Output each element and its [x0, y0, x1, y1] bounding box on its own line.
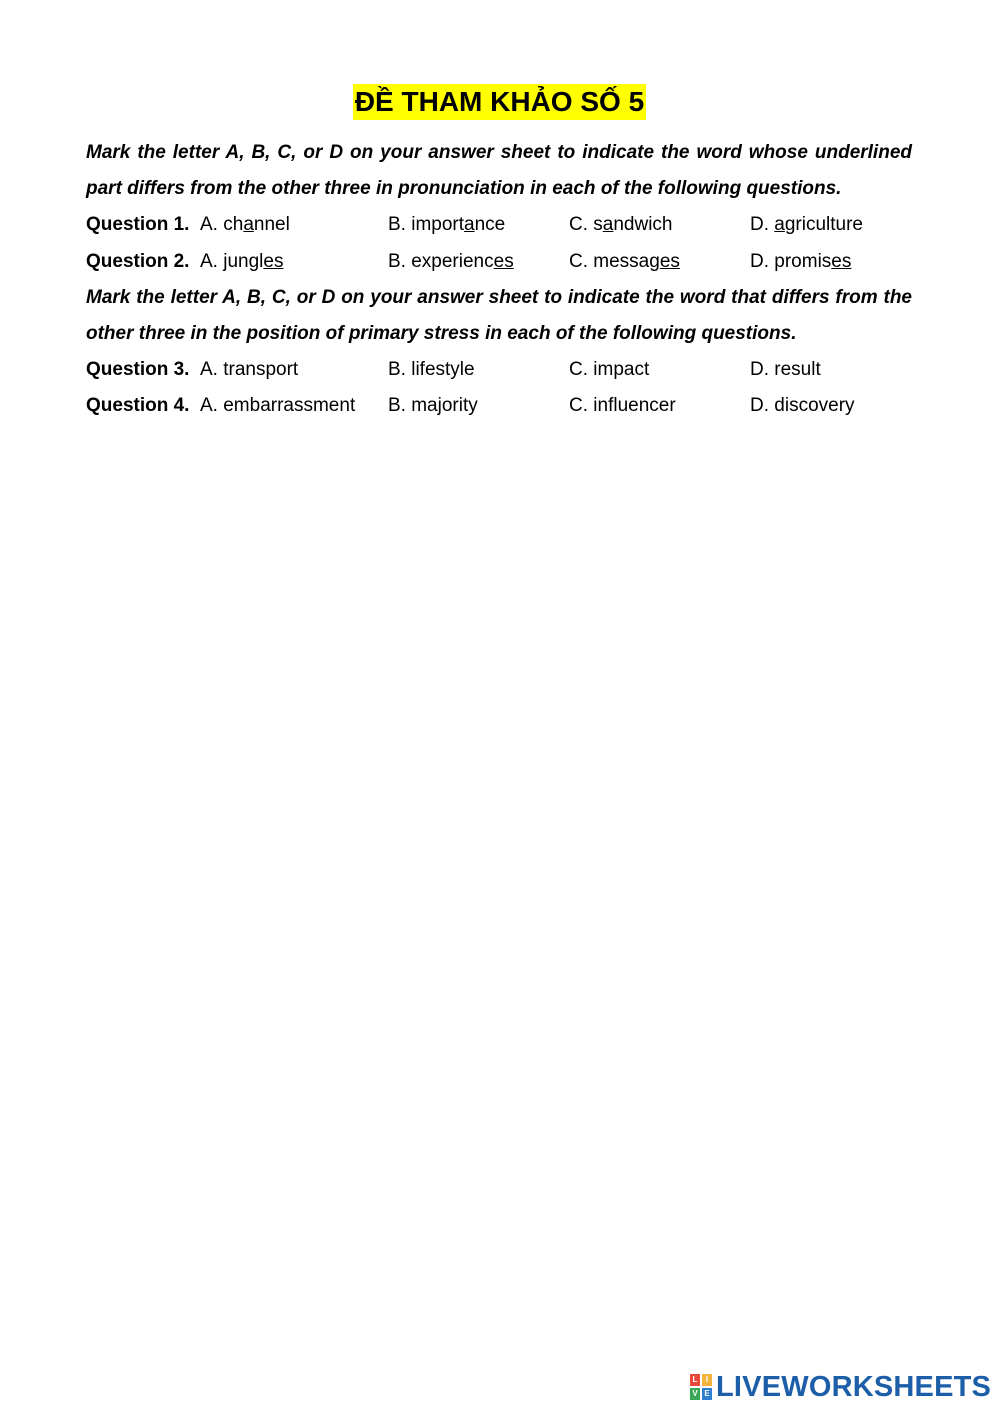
question-row-4: [86, 388, 912, 424]
underlined-part: a: [602, 214, 614, 236]
underlined-part: a: [774, 214, 785, 236]
option-text: A. jungl: [200, 250, 264, 272]
option-text: nnel: [253, 214, 290, 236]
worksheet-content: [86, 135, 912, 425]
question-label: Question 4.: [86, 395, 190, 417]
option-b[interactable]: B. lifestyle: [388, 359, 475, 381]
option-b[interactable]: [388, 207, 505, 243]
logo-icon-letter: E: [702, 1388, 712, 1400]
option-d[interactable]: [750, 244, 851, 280]
underlined-part: a: [464, 214, 475, 236]
instruction-pronunciation: Mark the letter A, B, C, or D on your answer sheet to indicate the word whose underlined part differs from the other three in pronunciation in each of the following questions.: [86, 142, 912, 200]
option-text: D. promis: [750, 250, 832, 272]
option-text: B. import: [388, 214, 465, 236]
title-wrapper: [0, 84, 999, 120]
underlined-part: es: [493, 250, 514, 272]
question-row-3: [86, 352, 912, 388]
option-b[interactable]: B. majority: [388, 395, 478, 417]
option-text: D.: [750, 214, 775, 236]
logo-icon-letter: V: [690, 1388, 700, 1400]
option-text: C. s: [569, 214, 603, 236]
option-a[interactable]: A. embarrassment: [200, 395, 356, 417]
option-a[interactable]: [200, 207, 290, 243]
underlined-part: es: [831, 250, 852, 272]
logo-icon-letter: I: [702, 1374, 712, 1386]
option-text: nce: [474, 214, 506, 236]
liveworksheets-logo-icon: [690, 1374, 712, 1400]
option-a[interactable]: A. transport: [200, 359, 299, 381]
option-a[interactable]: [200, 244, 283, 280]
logo-text: LIVEWORKSHEETS: [716, 1370, 992, 1403]
question-label: Question 2.: [86, 250, 190, 272]
option-c[interactable]: [569, 207, 673, 243]
option-text: griculture: [784, 214, 864, 236]
page-title: ĐỀ THAM KHẢO SỐ 5: [353, 84, 646, 120]
option-text: C. messag: [569, 250, 660, 272]
option-c[interactable]: [569, 244, 680, 280]
question-label: Question 3.: [86, 359, 190, 381]
option-d[interactable]: [750, 207, 863, 243]
option-d[interactable]: D. discovery: [750, 395, 855, 417]
underlined-part: es: [659, 250, 680, 272]
logo-icon-letter: L: [690, 1374, 700, 1386]
option-b[interactable]: [388, 244, 514, 280]
option-text: ndwich: [613, 214, 673, 236]
option-text: A. ch: [200, 214, 244, 236]
question-row-1: [86, 207, 912, 243]
liveworksheets-logo[interactable]: [690, 1371, 991, 1403]
underlined-part: a: [243, 214, 254, 236]
option-d[interactable]: D. result: [750, 359, 821, 381]
instruction-stress: Mark the letter A, B, C, or D on your answer sheet to indicate the word that differs from the other three in the position of primary stress in each of the following questions.: [86, 286, 912, 344]
option-c[interactable]: C. influencer: [569, 395, 676, 417]
question-row-2: [86, 244, 912, 280]
option-c[interactable]: C. impact: [569, 359, 650, 381]
question-label: Question 1.: [86, 214, 190, 236]
underlined-part: es: [263, 250, 284, 272]
option-text: B. experienc: [388, 250, 494, 272]
